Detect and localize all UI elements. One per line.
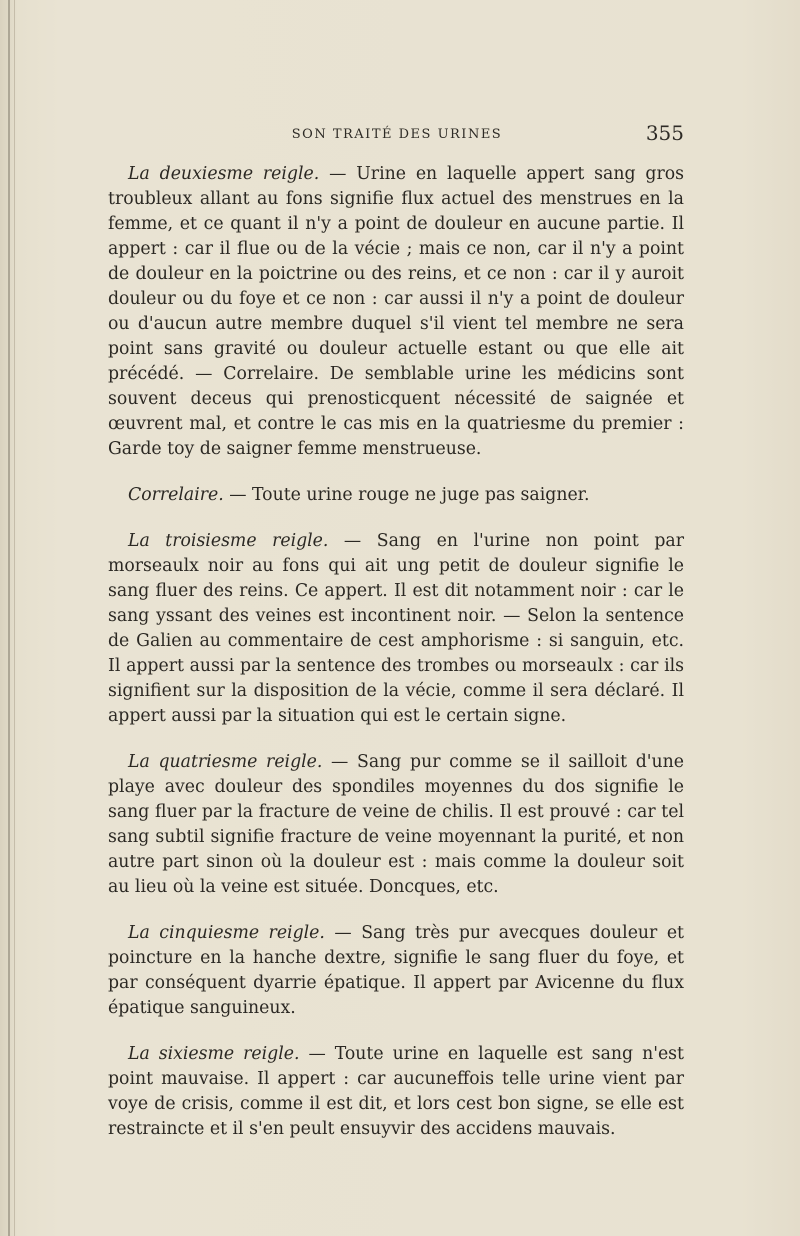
paragraph-correlaire bbox=[108, 483, 684, 508]
paragraph-rule-6 bbox=[108, 1042, 684, 1142]
paragraph-text: — Urine en laquelle appert sang gros troubleux allant au fons signifie flux actuel des menstrues en la femme, et ce quant il n'y a point de douleur en aucune partie. Il appert : car il flue ou de la vécie ; mais ce non, car il n'y a point de douleur en la poictrine ou des reins, et ce non : car il y auroit douleur ou du foye et ce non : car aussi il n'y a point de douleur ou d'aucun autre membre duquel s'il vient tel membre ne sera point sans gravité ou douleur actuelle estant ou que elle ait précédé. — Correlaire. De semblable urine les médicins sont souvent deceus qui prenosticquent nécessité de saignée et œuvrent mal, et contre le cas mis en la quatriesme du premier : Garde toy de saigner femme menstrueuse. bbox=[108, 164, 684, 459]
rule-heading: La troisiesme reigle. bbox=[128, 531, 329, 551]
paragraph-text: — Sang en l'urine non point par morseaulx noir au fons qui ait ung petit de douleur signifie le sang fluer des reins. Ce appert. Il est dit notamment noir : car le sang yssant des veines est incontinent noir. — Selon la sentence de Galien au commentaire de cest amphorisme : si sanguin, etc. Il appert aussi par la sentence des trombes ou morseaulx : car ils signifient sur la disposition de la vécie, comme il sera déclaré. Il appert aussi par la situation qui est le certain signe. bbox=[108, 531, 684, 726]
rule-heading: La sixiesme reigle. bbox=[128, 1044, 300, 1064]
rule-heading: La quatriesme reigle. bbox=[128, 752, 323, 772]
binding-edge-inner bbox=[14, 0, 15, 1236]
paragraph-text: — Toute urine en laquelle est sang n'est point mauvaise. Il appert : car aucuneffois telle urine vient par voye de crisis, comme il est dit, et lors cest bon signe, se elle est restraincte et il s'en peult ensuyvir des accidens mauvais. bbox=[108, 1044, 684, 1139]
running-head: SON TRAITÉ DES URINES bbox=[291, 127, 503, 142]
body-text bbox=[108, 162, 684, 1163]
paragraph-text: — Sang pur comme se il sailloit d'une playe avec douleur des spondiles moyennes du dos signifie le sang fluer par la fracture de veine de chilis. Il est prouvé : car tel sang subtil signifie fracture de veine moyennant la purité, et non autre part sinon où la douleur est : mais comme la douleur soit au lieu où la veine est située. Doncques, etc. bbox=[108, 752, 684, 897]
rule-heading: La deuxiesme reigle. bbox=[128, 164, 320, 184]
paragraph-text: — Sang très pur avecques douleur et poincture en la hanche dextre, signifie le sang fluer du foye, et par conséquent dyarrie épatique. Il appert par Avicenne du flux épatique sanguineux. bbox=[108, 923, 684, 1018]
binding-edge bbox=[8, 0, 10, 1236]
page-number: 355 bbox=[645, 121, 684, 145]
rule-heading: La cinquiesme reigle. bbox=[128, 923, 325, 943]
paragraph-rule-3 bbox=[108, 529, 684, 729]
rule-heading: Correlaire. bbox=[128, 485, 224, 505]
paragraph-rule-2 bbox=[108, 162, 684, 462]
paragraph-text: — Toute urine rouge ne juge pas saigner. bbox=[223, 485, 590, 505]
paragraph-rule-4 bbox=[108, 750, 684, 900]
paragraph-rule-5 bbox=[108, 921, 684, 1021]
page-header bbox=[110, 121, 684, 149]
